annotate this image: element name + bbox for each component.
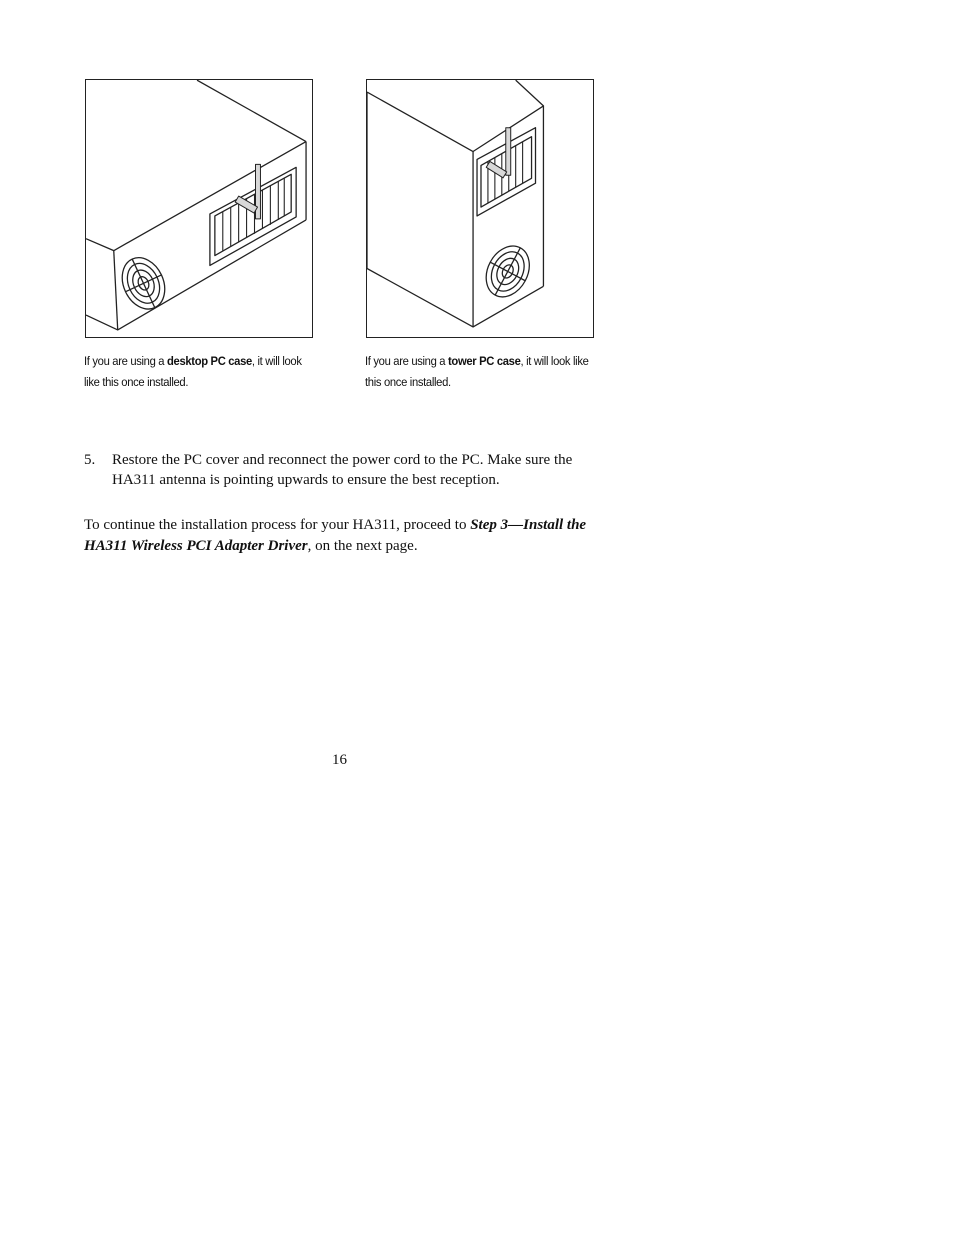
desktop-figure-caption	[84, 351, 314, 393]
caption-suffix: , it will look like this once installed.	[84, 354, 302, 389]
paragraph-prefix: To continue the installation process for your HA311, proceed to	[84, 517, 471, 533]
caption-suffix: , it will look like this once installed.	[365, 354, 589, 389]
continue-paragraph	[84, 515, 604, 557]
desktop-pc-illustration	[85, 79, 313, 338]
step-item	[84, 450, 604, 490]
page-number: 16	[332, 752, 347, 768]
caption-prefix: If you are using a	[365, 354, 449, 368]
tower-figure-caption	[365, 351, 595, 393]
caption-prefix: If you are using a	[84, 354, 168, 368]
tower-pc-illustration	[366, 79, 594, 338]
caption-bold: tower PC case	[448, 354, 521, 368]
step-reference: Step 3—Install the HA311 Wireless PCI Adapter Driver	[84, 517, 587, 554]
paragraph-suffix: , on the next page.	[307, 538, 418, 554]
caption-bold: desktop PC case	[167, 354, 252, 368]
step-number: 5.	[84, 452, 96, 468]
step-text: Restore the PC cover and reconnect the power cord to the PC. Make sure the HA311 antenna is pointing upwards to ensure the best reception.	[112, 452, 573, 488]
